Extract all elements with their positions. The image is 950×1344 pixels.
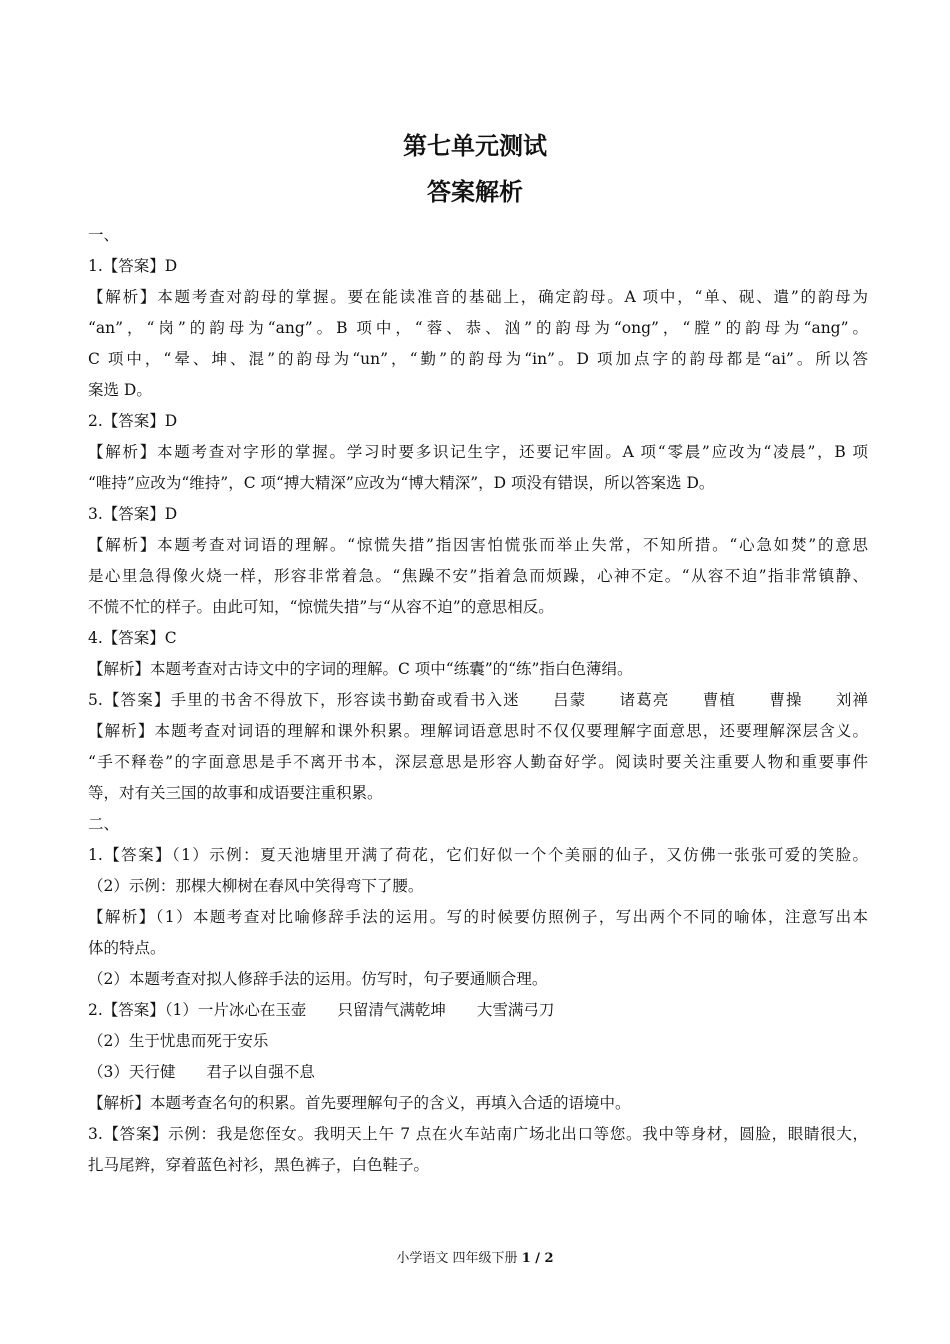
explanation-line: “手不释卷”的字面意思是手不离开书本，深层意思是形容人勤奋好学。阅读时要关注重要人物和重要事件 (88, 753, 868, 771)
answer-line: 1.【答案】（1）示例：夏天池塘里开满了荷花，它们好似一个个美丽的仙子，又仿佛一张张可爱的笑脸。 (88, 846, 868, 864)
footer-text: 小学语文 四年级下册 (396, 1251, 518, 1266)
explanation-line: （2）本题考查对拟人修辞手法的运用。仿写时，句子要通顺合理。 (88, 970, 548, 988)
explanation-line: 【解析】本题考查对韵母的掌握。要在能读准音的基础上，确定韵母。A 项中，“单、砚、遣”的韵母为 (88, 288, 868, 306)
explanation-line: 【解析】本题考查对字形的掌握。学习时要多识记生字，还要记牢固。A 项“零晨”应改为“凌晨”，B 项 (88, 443, 868, 461)
answer-line: （2）示例：那棵大柳树在春风中笑得弯下了腰。 (88, 877, 424, 895)
explanation-line: 不慌不忙的样子。由此可知，“惊慌失措”与“从容不迫”的意思相反。 (88, 598, 554, 616)
explanation-line: 【解析】本题考查对词语的理解。“惊慌失措”指因害怕慌张而举止失常，不知所措。“心急如焚”的意思 (88, 536, 868, 554)
page-number: 1 / 2 (521, 1251, 554, 1266)
answer-line: 3.【答案】示例：我是您侄女。我明天上午 7 点在火车站南广场北出口等您。我中等身材，圆脸，眼睛很大， (88, 1125, 868, 1143)
page-title: 第七单元测试 (403, 132, 547, 160)
explanation-line: C 项中，“晕、坤、混”的韵母为“un”，“勤”的韵母为“in”。D 项加点字的韵母都是“ai”。所以答 (88, 350, 868, 368)
answer-line: 2.【答案】（1）一片冰心在玉壶 只留清气满乾坤 大雪满弓刀 (88, 1001, 555, 1019)
explanation-line: 案选 D。 (88, 381, 152, 399)
answer-line: 5.【答案】手里的书舍不得放下，形容读书勤奋或看书入迷 吕蒙 诸葛亮 曹植 曹操 刘禅 (88, 691, 868, 709)
explanation-line: 【解析】本题考查对古诗文中的字词的理解。C 项中“练囊”的“练”指白色薄绢。 (88, 660, 633, 678)
answer-line: 4.【答案】C (88, 629, 177, 647)
explanation-line: “唯持”应改为“维持”，C 项“搏大精深”应改为“博大精深”，D 项没有错误，所以答案选 D。 (88, 474, 715, 492)
explanation-line: 等，对有关三国的故事和成语要注重积累。 (88, 784, 383, 802)
answer-content (88, 220, 868, 1181)
explanation-line: 【解析】本题考查对词语的理解和课外积累。理解词语意思时不仅仅要理解字面意思，还要理解深层含义。 (88, 722, 868, 740)
page-footer (0, 1247, 950, 1266)
answer-line: （2）生于忧患而死于安乐 (88, 1032, 269, 1050)
answer-line: （3）天行健 君子以自强不息 (88, 1063, 315, 1081)
answer-line: 扎马尾辫，穿着蓝色衬衫，黑色裤子，白色鞋子。 (88, 1156, 430, 1174)
explanation-line: 体的特点。 (88, 939, 166, 957)
answer-line: 1.【答案】D (88, 257, 178, 275)
explanation-line: “an”，“岗”的韵母为“ang”。B 项中，“蓉、恭、汹”的韵母为“ong”，“膛”的韵母为“ang”。 (88, 319, 868, 337)
answer-line: 2.【答案】D (88, 412, 178, 430)
section-heading: 二、 (88, 815, 120, 833)
explanation-line: 【解析】（1）本题考查对比喻修辞手法的运用。写的时候要仿照例子，写出两个不同的喻体，注意写出本 (88, 908, 868, 926)
section-heading: 一、 (88, 226, 120, 244)
explanation-line: 【解析】本题考查名句的积累。首先要理解句子的含义，再填入合适的语境中。 (88, 1094, 631, 1112)
answer-line: 3.【答案】D (88, 505, 178, 523)
explanation-line: 是心里急得像火烧一样，形容非常着急。“焦躁不安”指着急而烦躁，心神不定。“从容不迫”指非常镇静、 (88, 567, 868, 585)
page-subtitle: 答案解析 (427, 178, 523, 206)
